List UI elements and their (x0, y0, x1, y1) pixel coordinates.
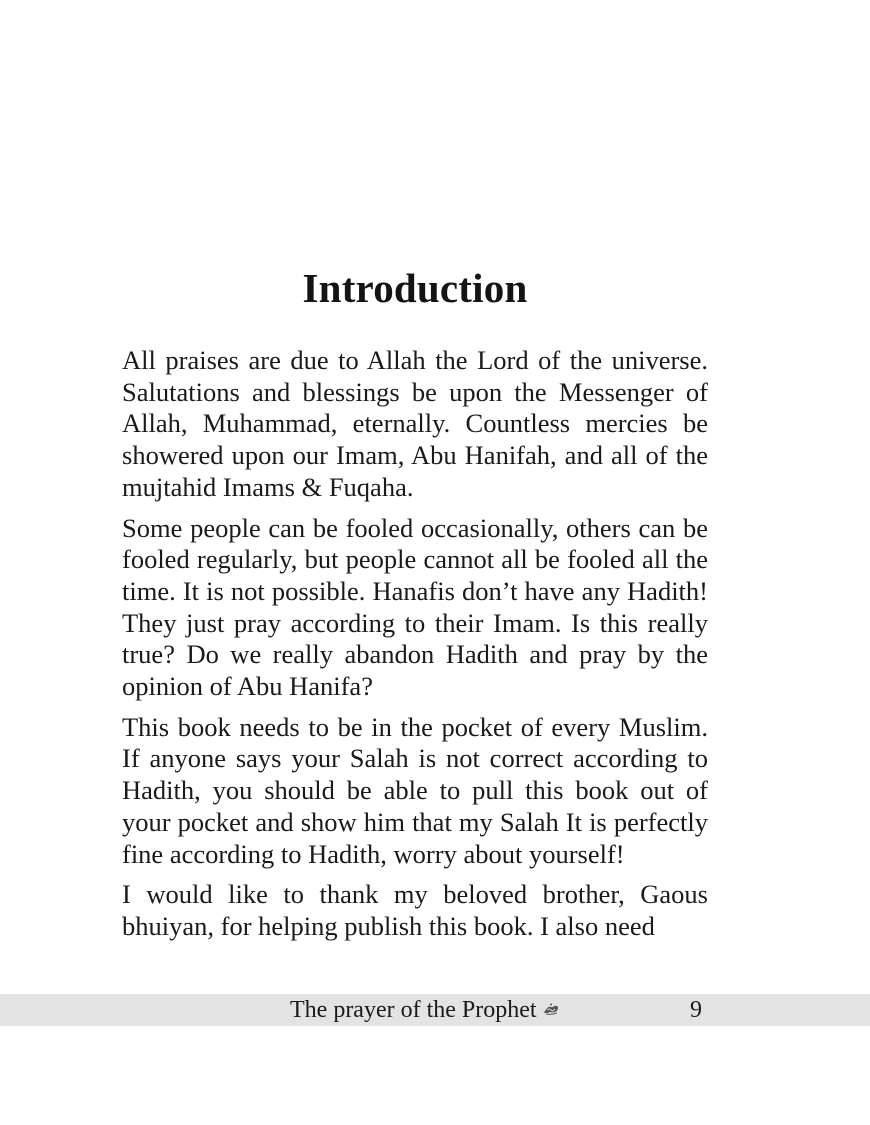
footer-book-title (290, 994, 560, 1026)
body-text (122, 345, 708, 952)
paragraph-3: This book needs to be in the pocket of every Muslim. If anyone says your Salah is not correct according to Hadith, you should be able to pull this book out of your pocket and show him that my Salah It is perfectly fine according to Hadith, worry about yourself! (122, 711, 708, 869)
page-title: Introduction (302, 265, 528, 311)
page-number: 9 (690, 997, 702, 1023)
salawat-calligraphy-icon (542, 993, 560, 1025)
paragraph-2: Some people can be fooled occasionally, others can be fooled regularly, but people cannot all be fooled all the time. It is not possible. Hanafis don’t have any Hadith! They just pray according to their Imam. Is this really true? Do we really abandon Hadith and pray by the opinion of Abu Hanifa? (122, 512, 708, 702)
paragraph-4: I would like to thank my beloved brother, Gaous bhuiyan, for helping publish this book. I also need (122, 879, 708, 941)
footer-title-text: The prayer of the Prophet (290, 997, 537, 1023)
page-footer (0, 994, 870, 1026)
paragraph-1: All praises are due to Allah the Lord of the universe. Salutations and blessings be upon the Messenger of Allah, Muhammad, eternally. Countless mercies be showered upon our Imam, Abu Hanifah, and all of the mujtahid Imams & Fuqaha. (122, 345, 708, 502)
